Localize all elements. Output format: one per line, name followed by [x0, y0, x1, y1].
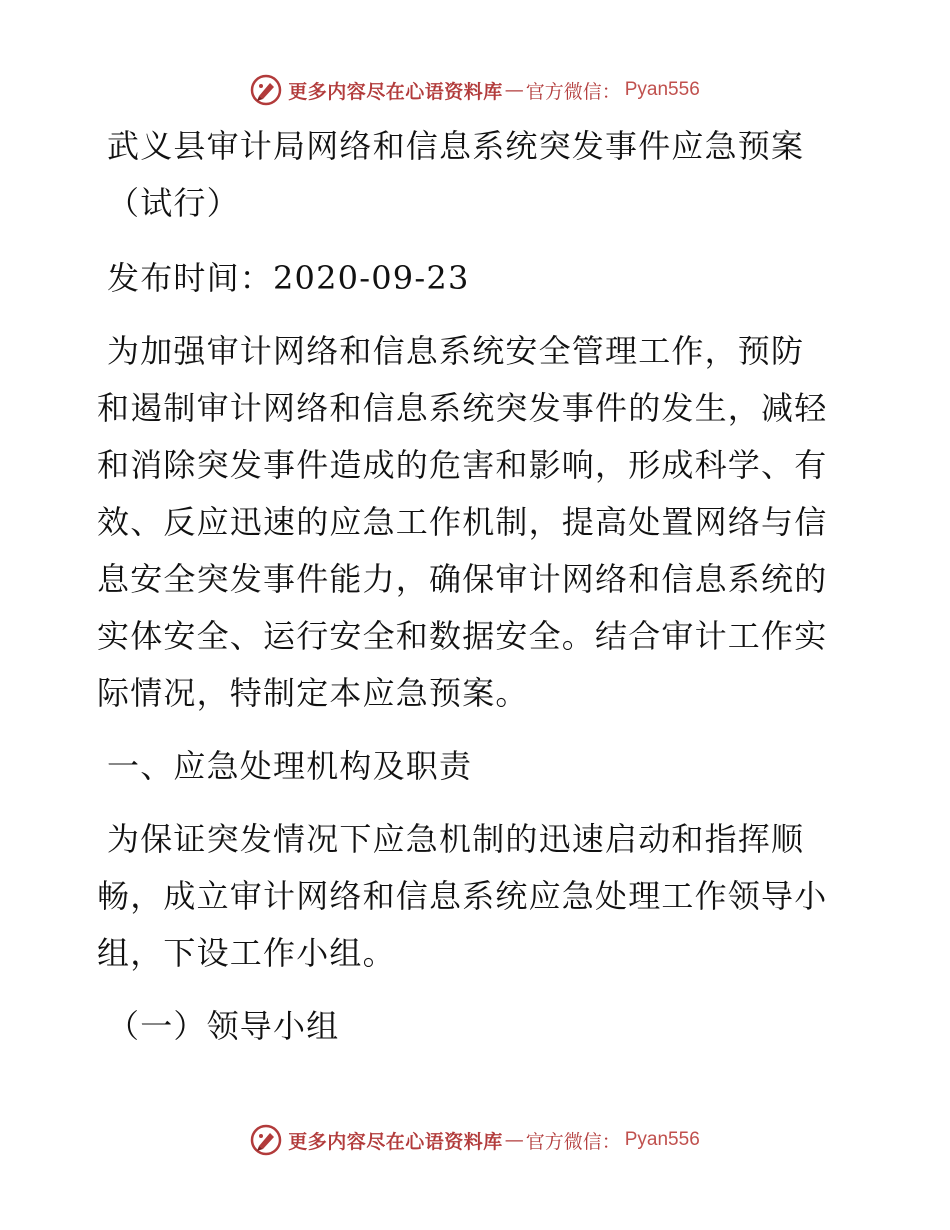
document-title-line-1: 武义县审计局网络和信息系统突发事件应急预案	[107, 127, 805, 165]
document-body	[97, 118, 857, 1055]
paragraph-line: 畅，成立审计网络和信息系统应急处理工作领导小	[97, 877, 828, 915]
wechat-id: Pyan556	[624, 1129, 700, 1150]
paragraph-line: 实体安全、运行安全和数据安全。结合审计工作实	[97, 617, 828, 655]
wechat-label: 官方微信：	[525, 1130, 621, 1153]
section-paragraph	[97, 811, 857, 982]
document-title-line-2: （试行）	[107, 184, 240, 222]
paragraph-line: 组，下设工作小组。	[97, 934, 396, 972]
paragraph-line: 和遏制审计网络和信息系统突发事件的发生，减轻	[97, 389, 828, 427]
brand-text: 更多内容尽在心语资料库	[288, 1130, 503, 1153]
paragraph-line: 为保证突发情况下应急机制的迅速启动和指挥顺	[107, 820, 805, 858]
banner-separator: —	[504, 1129, 524, 1151]
paragraph-line: 效、反应迅速的应急工作机制，提高处置网络与信	[97, 503, 828, 541]
paragraph-line: 为加强审计网络和信息系统安全管理工作，预防	[107, 332, 805, 370]
paragraph-line: 和消除突发事件造成的危害和影响，形成科学、有	[97, 446, 828, 484]
header-watermark-banner	[0, 70, 950, 110]
paragraph-line: 息安全突发事件能力，确保审计网络和信息系统的	[97, 560, 828, 598]
banner-separator: —	[504, 79, 524, 101]
publish-date: 发布时间：2020-09-23	[107, 259, 470, 297]
section-heading-1: 一、应急处理机构及职责	[107, 747, 473, 785]
footer-watermark-banner	[0, 1120, 950, 1160]
wechat-id: Pyan556	[624, 79, 700, 100]
brand-text: 更多内容尽在心语资料库	[288, 80, 503, 103]
subsection-heading: （一）领导小组	[107, 1007, 340, 1045]
intro-paragraph	[97, 323, 857, 722]
pen-logo-icon	[250, 74, 282, 106]
wechat-label: 官方微信：	[525, 80, 621, 103]
paragraph-line: 际情况，特制定本应急预案。	[97, 674, 529, 712]
pen-logo-icon	[250, 1124, 282, 1156]
